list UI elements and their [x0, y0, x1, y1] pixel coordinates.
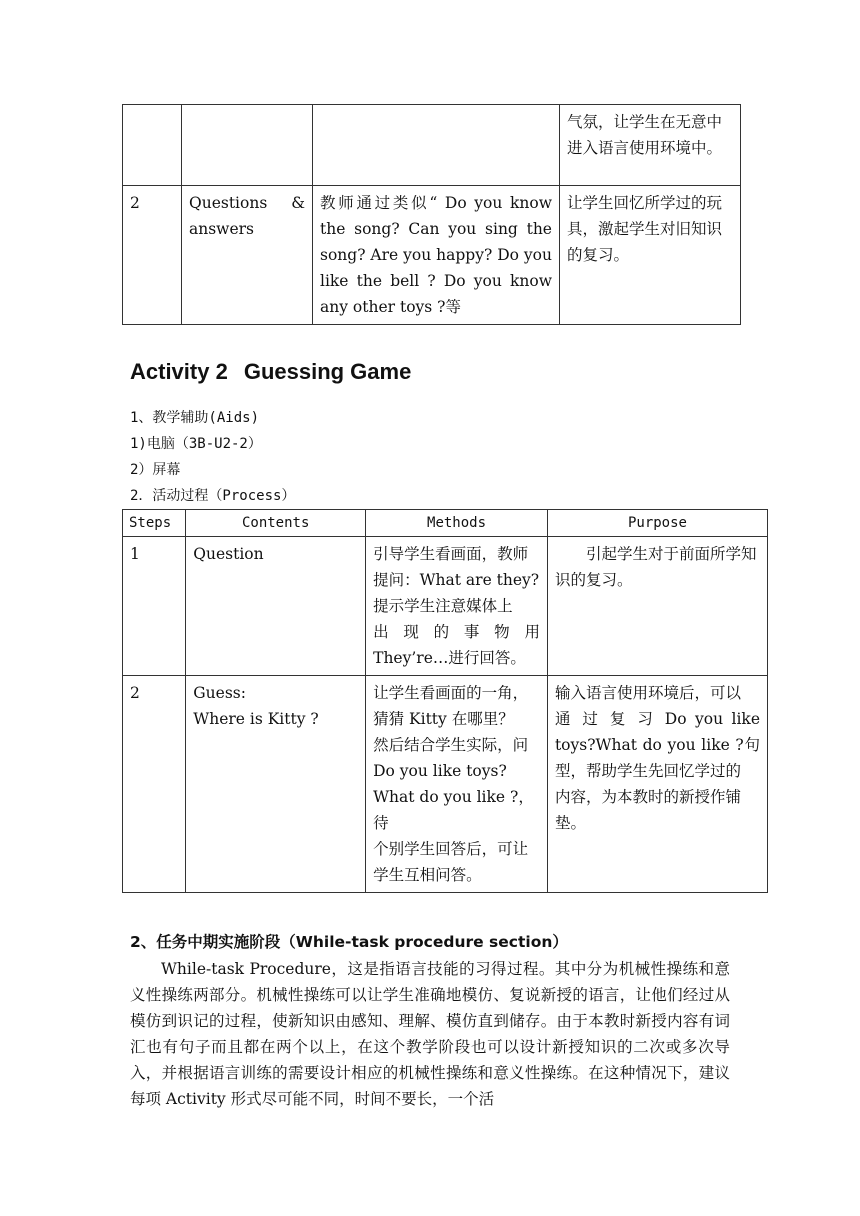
methods-line: 让学生看画面的一角， — [373, 684, 529, 702]
methods-cell — [313, 105, 560, 186]
methods-line: Do you like toys? — [373, 762, 507, 780]
step-cell: 2 — [123, 186, 182, 325]
purpose-line: 通 过 复 习 Do you like — [554, 710, 760, 728]
column-header-contents: Contents — [186, 510, 366, 537]
purpose-line: 内容，为本教时的新授作铺 — [554, 788, 741, 806]
contents-line: answers — [189, 220, 254, 238]
section-paragraph: While-task Procedure，这是指语言技能的习得过程。其中分为机械性操练和意义性操练两部分。机械性操练可以让学生准确地模仿、复说新授的语言，让他们经过从模仿到识记的过程，使新知识由感知、理解、模仿直到储存。由于本教时新授内容有词汇也有句子而且都在两个以上，在这个教学阶段也可以设计新授知识的二次或多次导入，并根据语言训练的需要设计相应的机械性操练和意义性操练。在这种情况下，建议每项 Activity 形式尽可能不同，时间不要长，一个活 — [130, 960, 730, 1108]
methods-line: They’re…进行回答。 — [373, 649, 526, 667]
contents-word: Questions — [189, 194, 268, 212]
purpose-cell: 引起学生对于前面所学知识的复习。 — [547, 537, 767, 676]
contents-cell — [182, 105, 313, 186]
contents-line: Guess: — [193, 684, 246, 702]
purpose-cell: 让学生回忆所学过的玩具，激起学生对旧知识的复习。 — [560, 186, 741, 325]
activity-2-process-table — [122, 509, 768, 893]
aids-list — [130, 405, 295, 509]
column-header-steps: Steps — [123, 510, 186, 537]
activity-heading — [130, 356, 411, 388]
contents-cell — [186, 676, 366, 893]
aids-line: 2．活动过程（Process） — [130, 488, 296, 504]
table-row — [123, 105, 741, 186]
contents-ampersand: & — [291, 194, 305, 212]
purpose-line: toys?What do you like ?句 — [554, 736, 760, 754]
methods-line: What do you like ?，待 — [373, 788, 534, 832]
methods-line: 然后结合学生实际，问 — [373, 736, 529, 754]
contents-line: Where is Kitty ? — [193, 710, 319, 728]
methods-line: 引导学生看画面，教师 — [373, 545, 529, 563]
purpose-line: 垫。 — [554, 814, 586, 832]
step-cell: 1 — [123, 537, 186, 676]
methods-line: 个别学生回答后，可让 — [373, 840, 529, 858]
methods-cell: 教师通过类似“ Do you know the song? Can you sing the song? Are you happy? Do you like the bell ? Do you know any other toys ?等 — [313, 186, 560, 325]
table-row — [123, 186, 741, 325]
activity-subtitle: Guessing Game — [243, 359, 412, 384]
section-heading: 2、任务中期实施阶段（While-task procedure section） — [130, 933, 568, 951]
table-header-row — [123, 510, 768, 537]
column-header-purpose: Purpose — [547, 510, 767, 537]
aids-line: 1)电脑（3B-U2-2） — [130, 436, 262, 452]
purpose-cell: 气氛，让学生在无意中进入语言使用环境中。 — [560, 105, 741, 186]
aids-line: 1、教学辅助(Aids) — [130, 410, 260, 426]
methods-line: 学生互相问答。 — [373, 866, 482, 884]
methods-cell — [366, 676, 548, 893]
aids-line: 2）屏幕 — [130, 462, 181, 478]
step-cell — [123, 105, 182, 186]
contents-line — [189, 190, 305, 216]
purpose-cell — [547, 676, 767, 893]
purpose-line: 输入语言使用环境后，可以 — [554, 684, 741, 702]
methods-cell — [366, 537, 548, 676]
table-row — [123, 537, 768, 676]
methods-line: 猜猜 Kitty 在哪里？ — [373, 710, 514, 728]
activity-title: Activity 2 — [130, 359, 228, 384]
contents-cell: Question — [186, 537, 366, 676]
contents-cell — [182, 186, 313, 325]
activity-1-table-continued — [122, 104, 741, 325]
methods-line: 提问：What are they? — [373, 571, 540, 589]
methods-line: 出 现 的 事 物 用 — [373, 623, 540, 641]
methods-line: 提示学生注意媒体上 — [373, 597, 513, 615]
column-header-methods: Methods — [366, 510, 548, 537]
purpose-line: 型，帮助学生先回忆学过的 — [554, 762, 741, 780]
step-cell: 2 — [123, 676, 186, 893]
table-row — [123, 676, 768, 893]
